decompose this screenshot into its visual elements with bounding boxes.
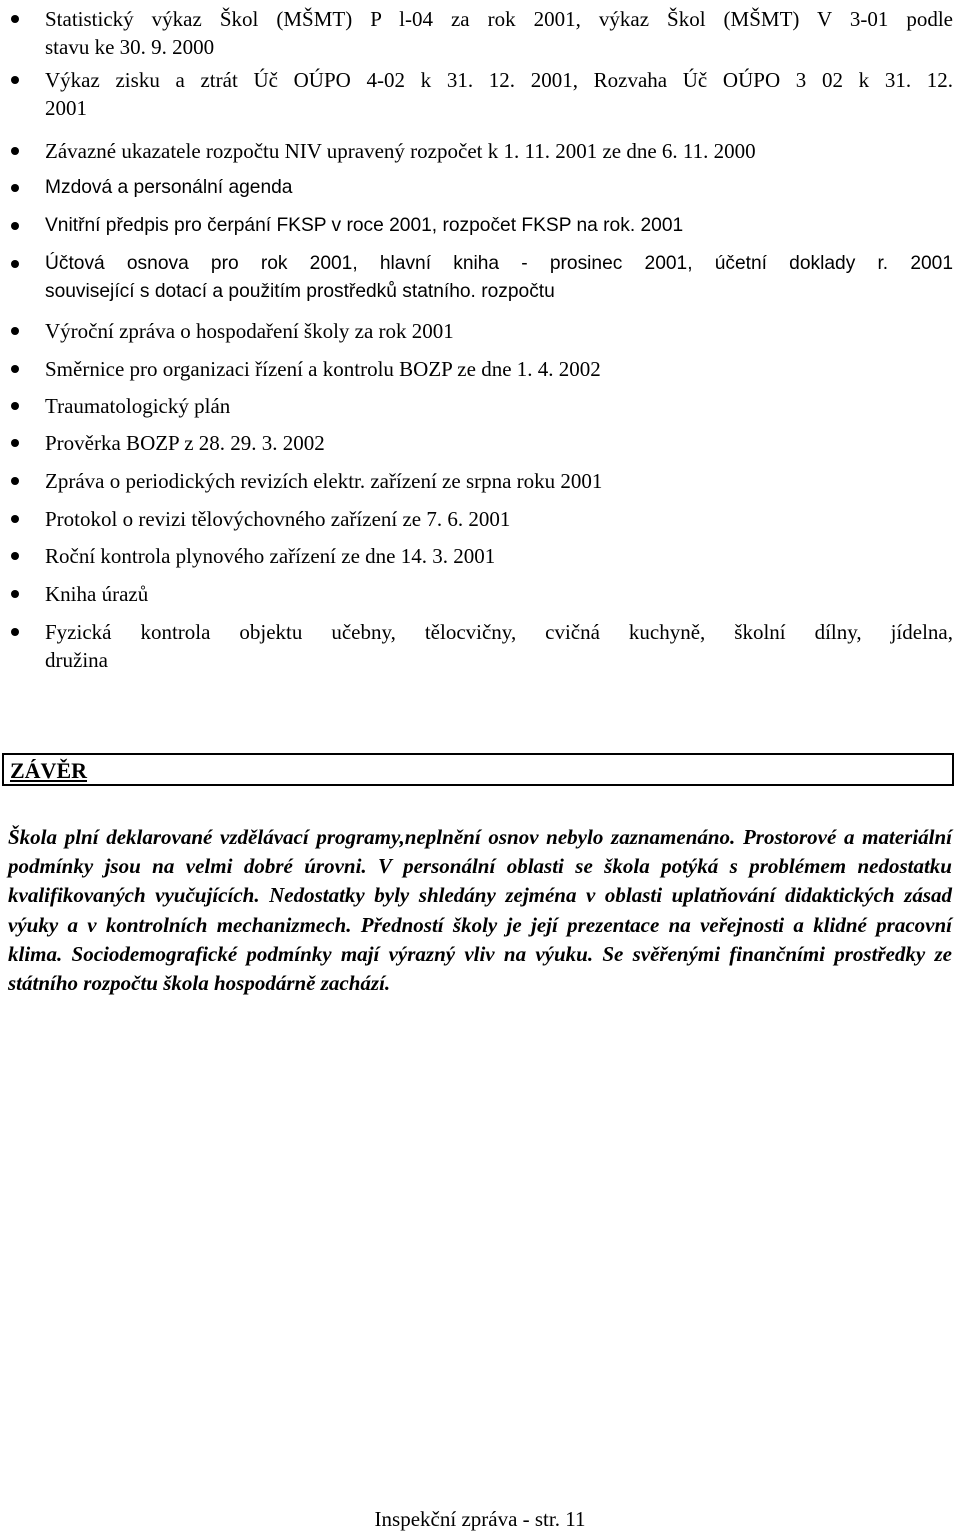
bullet-icon	[11, 76, 19, 84]
bullet-icon	[11, 552, 19, 560]
bullet-icon	[11, 184, 19, 192]
list-item-line: Výroční zpráva o hospodaření školy za rok 2001	[45, 319, 454, 343]
list-item-line: Statistický výkaz Škol (MŠMT) P l-04 za rok 2001, výkaz Škol (MŠMT) V 3-01 podle	[45, 7, 953, 31]
list-item-line: Účtová osnova pro rok 2001, hlavní kniha - prosinec 2001, účetní doklady r. 2001	[45, 253, 953, 274]
section-heading-box	[2, 753, 954, 786]
list-item-line: Vnitřní předpis pro čerpání FKSP v roce 2001, rozpočet FKSP na rok. 2001	[45, 215, 684, 236]
list-item-line: stavu ke 30. 9. 2000	[45, 35, 215, 59]
list-item-line-main: související s dotací a použitím prostředků statního.	[45, 281, 476, 302]
list-item-line: Závazné ukazatele rozpočtu NIV upravený rozpočet k 1. 11. 2001 ze dne 6. 11. 2000	[45, 139, 756, 163]
list-item-line: Traumatologický plán	[45, 394, 231, 418]
bullet-icon	[11, 477, 19, 485]
list-item-line: Fyzická kontrola objektu učebny, tělocvičny, cvičná kuchyně, školní dílny, jídelna,	[45, 620, 953, 644]
bullet-icon	[11, 327, 19, 335]
bullet-icon	[11, 439, 19, 447]
list-item-line: Roční kontrola plynového zařízení ze dne 14. 3. 2001	[45, 544, 496, 568]
list-item-line: Kniha úrazů	[45, 582, 149, 606]
bullet-icon	[11, 222, 19, 230]
bullet-icon	[11, 402, 19, 410]
list-item-line: Zpráva o periodických revizích elektr. zařízení ze srpna roku 2001	[45, 469, 603, 493]
bullet-icon	[11, 15, 19, 23]
list-item-line: Mzdová a personální agenda	[45, 177, 293, 198]
list-item-line: Směrnice pro organizaci řízení a kontrolu BOZP ze dne 1. 4. 2002	[45, 357, 601, 381]
page-footer: Inspekční zpráva - str. 11	[374, 1507, 586, 1531]
list-item-line-tail: rozpočtu	[475, 281, 555, 302]
bullet-icon	[11, 515, 19, 523]
list-item-line: družina	[45, 648, 108, 672]
list-item-line: Prověrka BOZP z 28. 29. 3. 2002	[45, 431, 325, 455]
list-item-line: 2001	[45, 96, 87, 120]
list-item-line: Výkaz zisku a ztrát Úč OÚPO 4-02 k 31. 12. 2001, Rozvaha Úč OÚPO 3 02 k 31. 12.	[45, 68, 953, 92]
bullet-icon	[11, 147, 19, 155]
bullet-icon	[11, 590, 19, 598]
conclusion-paragraph: Škola plní deklarované vzdělávací programy,neplnění osnov nebylo zaznamenáno. Prostorové a materiální podmínky jsou na velmi dobré úrovni. V personální oblasti se škola potýká s problémem nedostatku kvalifikovaných vyučujících. Nedostatky byly shledány zejména v oblasti uplatňování didaktických zásad výuky a v kontrolních mechanizmech. Předností školy je její prezentace na veřejnosti a klidné pracovní klima. Sociodemografické podmínky mají výrazný vliv na výuku. Se svěřenými finančními prostředky ze státního rozpočtu škola hospodárně zachází.	[8, 825, 952, 996]
bullet-icon	[11, 628, 19, 636]
list-item-line: Protokol o revizi tělovýchovného zařízení ze 7. 6. 2001	[45, 507, 511, 531]
section-heading: ZÁVĚR	[10, 758, 88, 783]
bullet-icon	[11, 365, 19, 373]
list-item-line	[45, 278, 953, 306]
bullet-icon	[11, 260, 19, 268]
